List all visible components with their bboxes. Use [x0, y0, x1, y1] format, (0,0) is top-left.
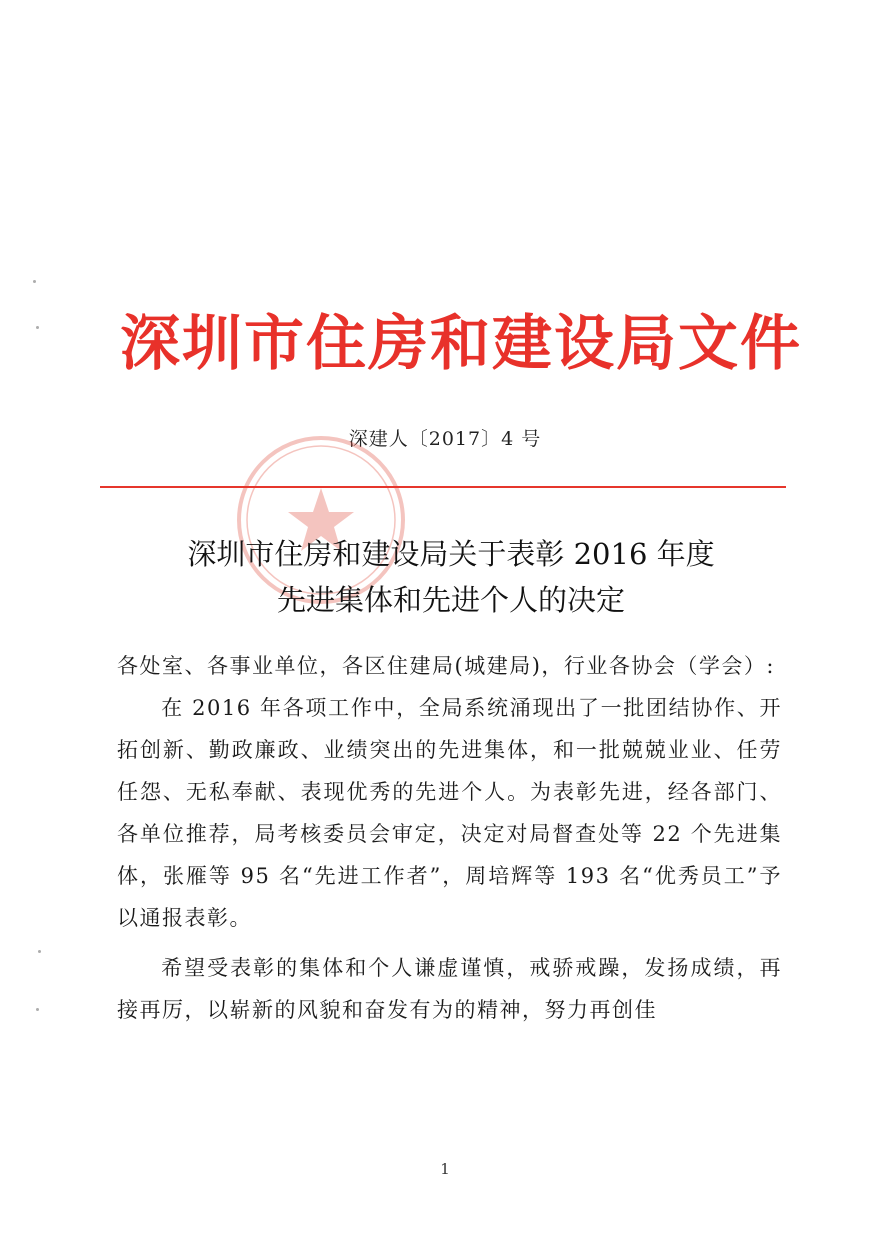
body-paragraph-1: 在 2016 年各项工作中，全局系统涌现出了一批团结协作、开拓创新、勤政廉政、业绩突出的先进集体，和一批兢兢业业、任劳任怨、无私奉献、表现优秀的先进个人。为表彰先进，经各部门、各单位推荐，局考核委员会审定，决定对局督查处等 22 个先进集体，张雁等 95 名“先进工作者”，周培辉等 193 名“优秀员工”予以通报表彰。: [117, 696, 782, 930]
body-paragraph-2: 希望受表彰的集体和个人谦虚谨慎，戒骄戒躁，发扬成绩，再接再厉，以崭新的风貌和奋发有为的精神，努力再创佳: [117, 956, 782, 1022]
red-divider-line: [100, 486, 786, 488]
document-number: 深建人〔2017〕4 号: [348, 428, 542, 450]
document-body: [117, 645, 782, 1031]
masthead-title: 深圳市住房和建设局文件: [120, 309, 802, 379]
title-line-2: 先进集体和先进个人的决定: [276, 583, 625, 617]
scan-speck: [36, 1008, 39, 1011]
salutation: 各处室、各事业单位，各区住建局(城建局)，行业各协会（学会）:: [117, 654, 775, 678]
scan-speck: [38, 950, 41, 953]
scan-speck: [33, 280, 36, 283]
page-number: 1: [440, 1160, 450, 1178]
document-title: [6, 531, 890, 623]
scan-speck: [36, 326, 39, 329]
title-line-1: 深圳市住房和建设局关于表彰 2016 年度: [187, 537, 715, 571]
